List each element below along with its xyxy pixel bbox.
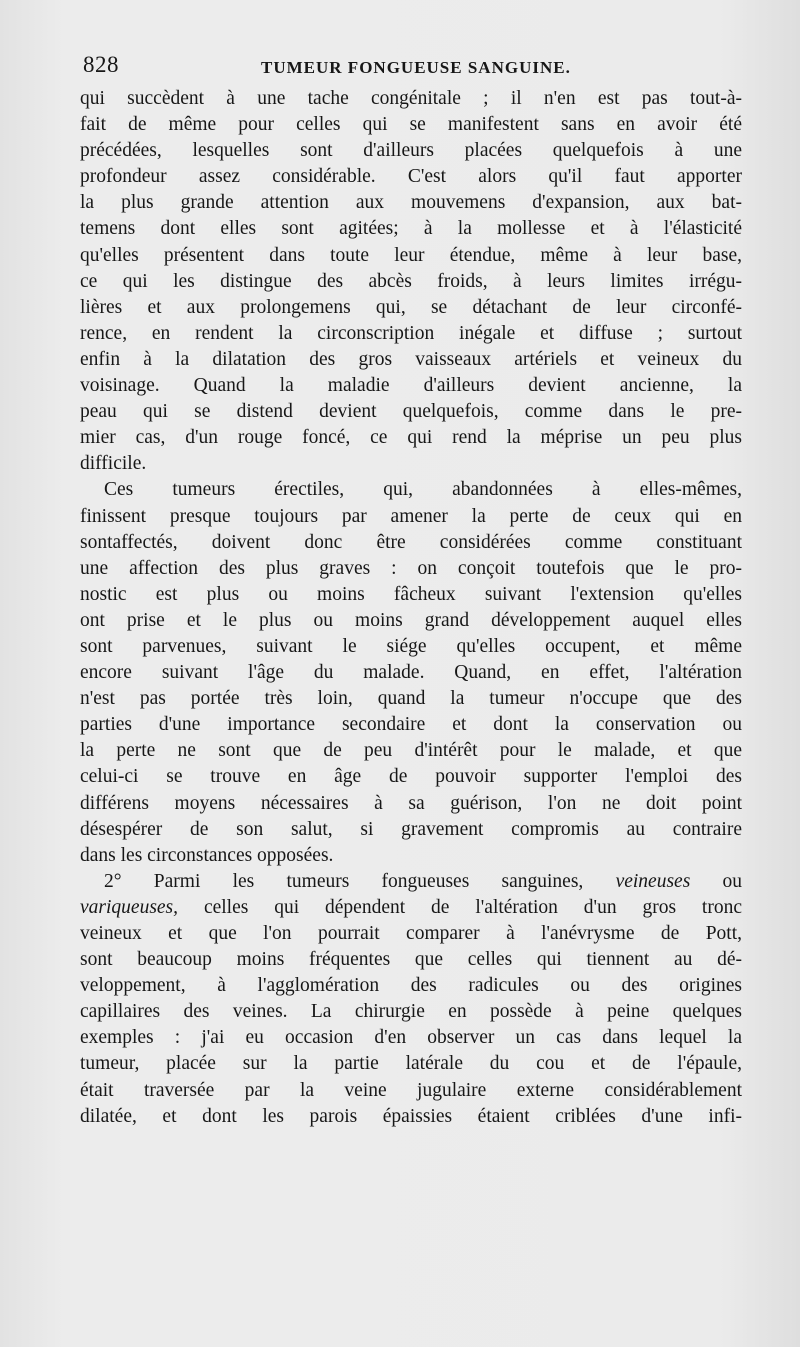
italic-term: veineuses <box>615 870 691 892</box>
text-line: était traversée par la veine jugulaire externe considérablement <box>80 1079 742 1101</box>
italic-term: variqueuses, <box>80 896 179 918</box>
text-line: sontaffectés, doivent donc être considérées comme constituant <box>80 531 742 553</box>
running-title: TUMEUR FONGUEUSE SANGUINE. <box>261 58 571 77</box>
page-number: 828 <box>83 52 119 77</box>
text-line: rence, en rendent la circonscription inégale et diffuse ; surtout <box>80 322 742 344</box>
text-line: mier cas, d'un rouge foncé, ce qui rend la méprise un peu plus <box>80 427 742 449</box>
text-line: ce qui les distingue des abcès froids, à leurs limites irrégu- <box>80 270 742 292</box>
text-line: veloppement, à l'agglomération des radicules ou des origines <box>80 975 742 997</box>
text-line: différens moyens nécessaires à sa guérison, l'on ne doit point <box>80 792 742 814</box>
text-line: dilatée, et dont les parois épaissies étaient criblées d'une infi- <box>80 1105 742 1127</box>
page-header <box>83 52 763 86</box>
text-line: enfin à la dilatation des gros vaisseaux artériels et veineux du <box>80 348 742 370</box>
text-line: finissent presque toujours par amener la perte de ceux qui en <box>80 505 742 527</box>
text-line: dans les circonstances opposées. <box>80 844 334 866</box>
text-line: lières et aux prolongemens qui, se détachant de leur circonfé- <box>80 296 742 318</box>
text-line: la plus grande attention aux mouvemens d'expansion, aux bat- <box>80 192 742 214</box>
text-line: profondeur assez considérable. C'est alors qu'il faut apporter <box>80 166 742 188</box>
text-line: capillaires des veines. La chirurgie en possède à peine quelques <box>80 1001 742 1023</box>
text-line: celui-ci se trouve en âge de pouvoir supporter l'emploi des <box>80 766 742 788</box>
text-line: qui succèdent à une tache congénitale ; il n'en est pas tout-à- <box>80 88 742 109</box>
text-line: sont parvenues, suivant le siége qu'elles occupent, et même <box>80 635 742 657</box>
text-line: exemples : j'ai eu occasion d'en observer un cas dans lequel la <box>80 1027 742 1049</box>
text-line: fait de même pour celles qui se manifestent sans en avoir été <box>80 114 742 136</box>
text-line: encore suivant l'âge du malade. Quand, en effet, l'altération <box>80 662 742 684</box>
text-line: voisinage. Quand la maladie d'ailleurs devient ancienne, la <box>80 375 742 397</box>
text-line-with-italics <box>80 895 742 921</box>
text-line: sont beaucoup moins fréquentes que celles qui tiennent au dé- <box>80 949 742 971</box>
text-line: peau qui se distend devient quelquefois, comme dans le pre- <box>80 401 742 423</box>
text-line: ont prise et le plus ou moins grand développement auquel elles <box>80 609 742 631</box>
text-line: n'est pas portée très loin, quand la tumeur n'occupe que des <box>80 688 742 710</box>
text-line: temens dont elles sont agitées; à la mollesse et à l'élasticité <box>80 218 742 240</box>
text-segment: 2° Parmi les tumeurs fongueuses sanguines, <box>104 870 584 892</box>
text-line: nostic est plus ou moins fâcheux suivant l'extension qu'elles <box>80 583 742 605</box>
text-line: veineux et que l'on pourrait comparer à l'anévrysme de Pott, <box>80 923 742 944</box>
text-line: qu'elles présentent dans toute leur étendue, même à leur base, <box>80 244 742 266</box>
text-line: précédées, lesquelles sont d'ailleurs placées quelquefois à une <box>80 140 742 162</box>
text-line-with-italics <box>80 869 742 895</box>
body-text <box>80 86 742 1130</box>
text-segment: ou <box>722 870 743 892</box>
text-line: Ces tumeurs érectiles, qui, abandonnées à elles-mêmes, <box>104 479 742 501</box>
text-line: tumeur, placée sur la partie latérale du cou et de l'épaule, <box>80 1053 742 1075</box>
text-line: parties d'une importance secondaire et dont la conservation ou <box>80 714 742 736</box>
text-line: désespérer de son salut, si gravement compromis au contraire <box>80 818 742 840</box>
text-line: la perte ne sont que de peu d'intérêt pour le malade, et que <box>80 740 742 762</box>
text-line: difficile. <box>80 453 147 475</box>
text-line: une affection des plus graves : on conçoit toutefois que le pro- <box>80 557 742 579</box>
text-segment: celles qui dépendent de l'altération d'un gros tronc <box>203 896 743 918</box>
